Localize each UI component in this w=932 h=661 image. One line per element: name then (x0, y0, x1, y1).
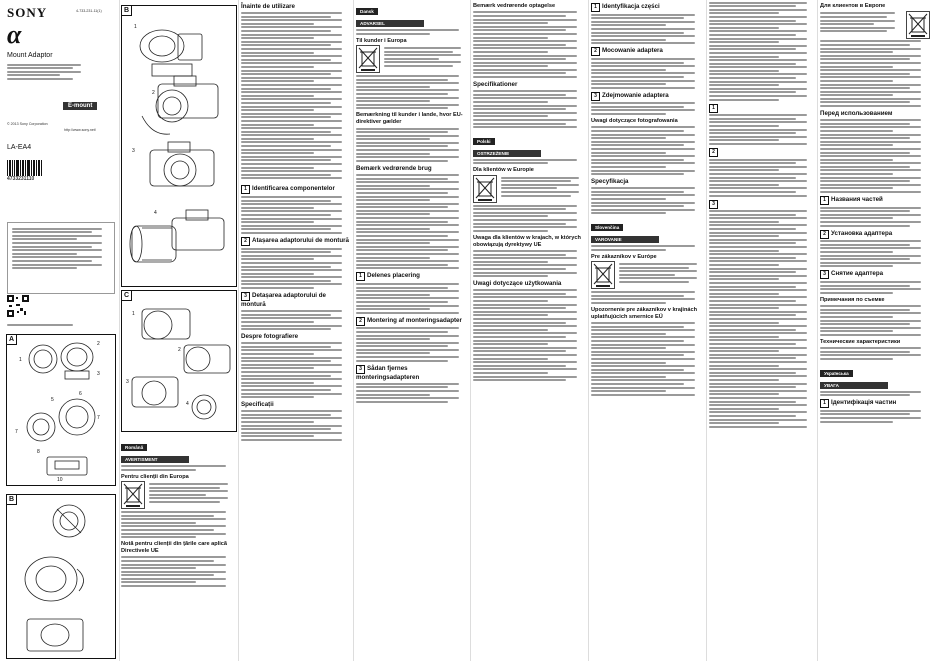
svg-text:8: 8 (37, 449, 40, 455)
panel-label-b: B (121, 5, 132, 16)
figure-column (121, 0, 237, 661)
warning-banner-da: ADVARSEL (356, 20, 424, 27)
figure-panel-b-attach (6, 494, 116, 659)
warning-banner-pl: OSTRZEŻENIE (473, 150, 541, 157)
heading-disposal-ro: Pentru clienții din Europa (121, 473, 189, 480)
heading-photo-ro: Despre fotografiere (241, 333, 299, 341)
alpha-logo: α (7, 20, 22, 49)
heading-note-da: Bemærkning til kunder i lande, hvor EU-direktiver gælder (356, 112, 463, 126)
adaptor-parts-diagram (7, 335, 115, 485)
svg-text:4: 4 (186, 401, 189, 407)
figure-panel-b-steps (121, 5, 237, 287)
heading-parts-uk: 1 Ідентифікація частин (820, 399, 930, 408)
svg-text:7: 7 (97, 415, 100, 421)
figure-panel-a (6, 334, 116, 486)
heading-before-use-ro: Înainte de utilizare (241, 3, 295, 10)
heading-spec-da: Specifikationer (473, 81, 518, 89)
warning-banner-ro: AVERTISMENT (121, 456, 189, 463)
barcode-number: 4733231110 (7, 176, 35, 182)
figure-panel-c (121, 290, 237, 432)
heading-mount-pl: 2 Mocowanie adaptera (591, 47, 704, 56)
warning-banner-sk: VAROVANIE (591, 236, 659, 243)
svg-text:10: 10 (57, 477, 63, 483)
panel-label-c: C (121, 290, 132, 301)
website-url: http://www.sony.net/ (64, 128, 96, 132)
language-tab-slovak: Slovenčina (591, 224, 623, 231)
barcode (7, 160, 43, 176)
svg-text:2: 2 (152, 90, 155, 96)
language-tab-danish: Dansk (356, 8, 378, 15)
heading-parts-da: 1 Delenes placering (356, 272, 468, 281)
qr-code (7, 295, 29, 317)
copyright-text: © 2013 Sony Corporation (7, 122, 48, 126)
brand-logo: SONY (7, 5, 48, 20)
heading-attach-ru: 2 Установка адаптера (820, 230, 930, 239)
heading-unmount-da: 3 Sådan fjernes monteringsadapteren (356, 364, 420, 381)
svg-text:1: 1 (19, 357, 22, 363)
heading-mount-da: 2 Montering af monteringsadapter (356, 317, 468, 326)
heading-unmount-pl: 3 Zdejmowanie adaptera (591, 92, 704, 101)
svg-text:3: 3 (97, 371, 100, 377)
heading-detach-ru: 3 Снятие адаптера (820, 270, 930, 279)
panel-label-b-left: B (6, 494, 17, 505)
product-title: Mount Adaptor (7, 52, 53, 59)
danish-polish-column (473, 0, 586, 661)
heading-spec-ru: Технические характеристики (820, 338, 901, 345)
polish-slovak-column (591, 0, 704, 661)
svg-text:2: 2 (178, 347, 181, 353)
cover-column (0, 0, 118, 661)
heading-eu-da: Til kunder i Europa (356, 37, 407, 44)
language-tab-ukrainian: Українська (820, 370, 853, 377)
heading-attach-ro: 2 Atașarea adaptorului de montură (241, 237, 351, 246)
svg-text:1: 1 (134, 24, 137, 30)
cover-language-list (7, 62, 87, 82)
recycle-notice-box (7, 222, 115, 294)
language-tab-polish: Polski (473, 138, 495, 145)
weee-bin-icon-pl (473, 175, 497, 203)
heading-spec-pl: Specyfikacja (591, 178, 629, 186)
weee-bin-icon-sk (591, 261, 615, 289)
romanian-column (241, 0, 351, 661)
panel-label-a: A (6, 334, 17, 345)
heading-info-ru: Для клиентов в Европе (820, 3, 886, 9)
weee-bin-icon (121, 481, 145, 509)
svg-text:4: 4 (154, 210, 157, 216)
heading-eu-sk: Pre zákazníkov v Európe (591, 253, 657, 260)
heading-use-da: Bemærk vedrørende brug (356, 164, 432, 172)
heading-detach-ro: 3 Detașarea adaptorului de montură (241, 292, 326, 309)
heading-use-pl: Uwagi dotyczące użytkowania (473, 280, 562, 288)
svg-text:5: 5 (51, 397, 54, 403)
svg-text:1: 1 (132, 311, 135, 317)
heading-eu-ro: Notă pentru clienții din țările care aplică Directivele UE (121, 541, 227, 554)
heading-spec-ro: Specificații (241, 401, 274, 409)
model-code: 4-733-231-11(1) (76, 9, 102, 13)
heading-parts-ru: 1 Названия частей (820, 196, 930, 205)
svg-text:3: 3 (126, 379, 129, 385)
model-number: LA-EA4 (7, 144, 32, 151)
svg-text:6: 6 (79, 391, 82, 397)
heading-photo-pl: Uwagi dotyczące fotografowania (591, 118, 678, 125)
heading-parts-ro: 1 Identificarea componentelor (241, 185, 351, 194)
heading-parts-pl: 1 Identyfikacja części (591, 3, 704, 12)
russian-column (820, 0, 930, 661)
heading-notes-da: Bemærk vedrørende optagelse (473, 3, 556, 9)
slovak-column-2: 1 2 3 (709, 0, 815, 661)
heading-notes-ru: Примечания по съемке (820, 296, 885, 303)
warning-banner-uk: УВАГА (820, 382, 888, 389)
danish-column (356, 0, 468, 661)
weee-bin-icon-ru (906, 11, 930, 39)
svg-text:2: 2 (97, 341, 100, 347)
weee-bin-icon-da (356, 45, 380, 73)
heading-eu-pl: Dla klientów w Europie (473, 167, 534, 174)
svg-text:3: 3 (132, 148, 135, 154)
language-tab-romanian: Română (121, 444, 147, 451)
heading-note-sk: Upozornenie pre zákazníkov v krajinách uplatňujúcich smernice EÚ (591, 306, 698, 320)
emount-badge: E-mount (63, 102, 97, 110)
heading-note-pl: Uwaga dla klientów w krajach, w których obowiązują dyrektywy UE (473, 234, 581, 248)
svg-text:7: 7 (15, 429, 18, 435)
heading-prep-ru: Перед использованием (820, 110, 893, 118)
